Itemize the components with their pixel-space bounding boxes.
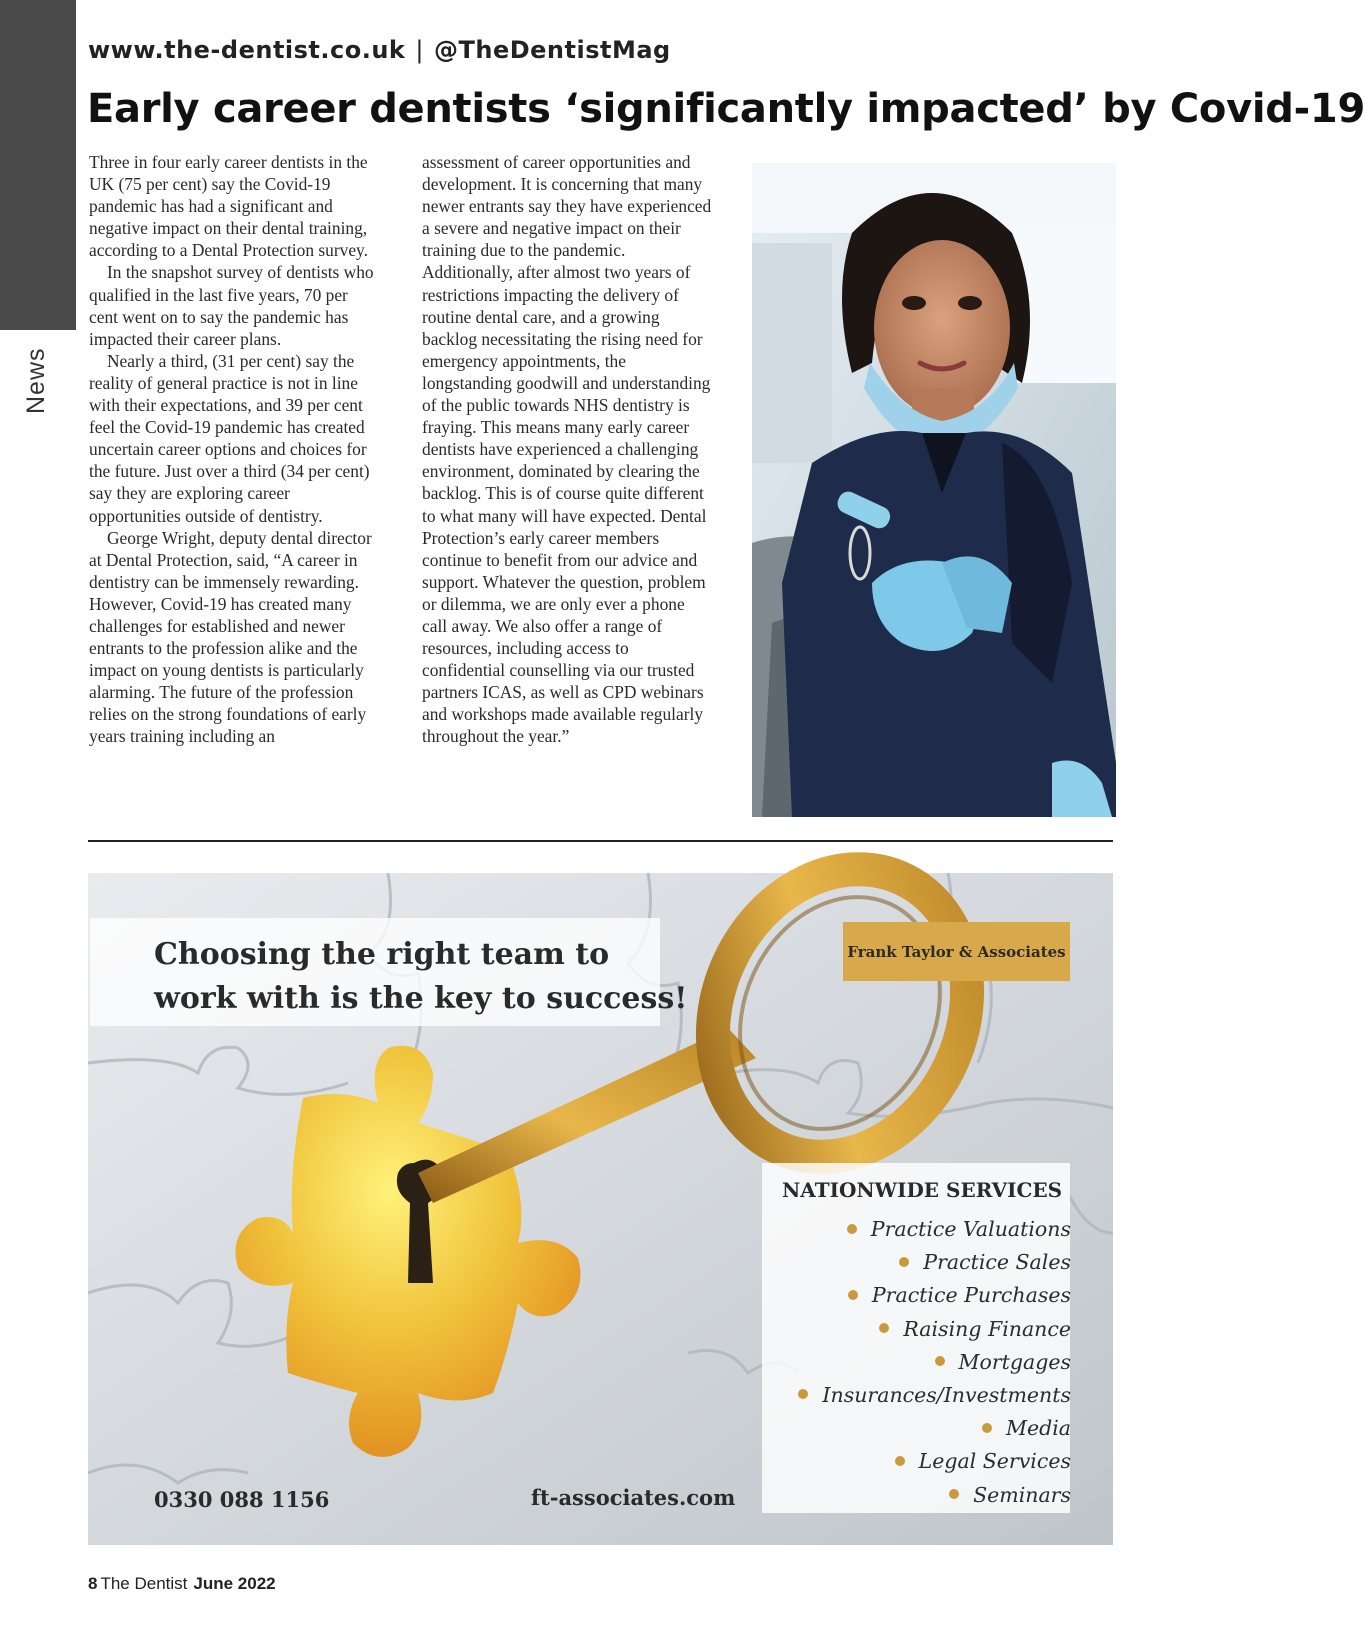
service-item: Seminars — [728, 1479, 1071, 1512]
ad-headline — [154, 933, 687, 1021]
paragraph: Three in four early career dentists in the UK (75 per cent) say the Covid-19 pandemic has had a significant and negative impact on their dental training, according to a Dental Protection survey. — [89, 152, 368, 261]
page-number: 8 — [88, 1574, 98, 1593]
ad-headline-line: Choosing the right team to — [154, 937, 610, 972]
ad-headline-line: work with is the key to success! — [154, 981, 688, 1016]
website-link[interactable]: www.the-dentist.co.uk — [88, 36, 406, 64]
service-item: Practice Valuations — [728, 1213, 1071, 1246]
paragraph: Nearly a third, (31 per cent) say the reality of general practice is not in line with their expectations, and 39 per cent feel the Covid-19 pandemic has created uncertain career options and choices for the future. Just over a third (34 per cent) say they are exploring career opportunities outside of dentistry. — [89, 350, 370, 526]
bullet-dot-icon — [982, 1423, 992, 1433]
paragraph: assessment of career opportunities and development. It is concerning that many newer entrants say they have experienced a severe and negative impact on their training due to the pandemic. Additionally, after almost two years of restrictions impacting the delivery of routine dental care, and a growing backlog necessitating the rising need for emergency appointments, the longstanding goodwill and understanding of the public towards NHS dentistry is fraying. This means many early career dentists have experienced a challenging environment, dominated by clearing the backlog. This is of course quite different to what many will have expected. Dental Protection’s early career members continue to benefit from our advice and support. Whatever the question, problem or dilemma, we are only ever a phone call away. We also offer a range of resources, including access to confidential counselling via our trusted partners ICAS, as well as CPD webinars and workshops made available regularly throughout the year.” — [422, 152, 712, 747]
article-headline: Early career dentists ‘significantly impacted’ by Covid-19 — [87, 86, 1365, 132]
bullet-dot-icon — [848, 1290, 858, 1300]
services-title: NATIONWIDE SERVICES — [782, 1178, 1063, 1202]
twitter-handle[interactable]: @TheDentistMag — [433, 36, 671, 64]
bullet-dot-icon — [895, 1456, 905, 1466]
service-item: Mortgages — [728, 1346, 1071, 1379]
bullet-dot-icon — [935, 1356, 945, 1366]
issue-date: June 2022 — [193, 1574, 276, 1593]
section-color-band — [0, 0, 76, 330]
bullet-dot-icon — [879, 1323, 889, 1333]
paragraph: In the snapshot survey of dentists who qualified in the last five years, 70 per cent went on to say the pandemic has impacted their career plans. — [89, 262, 374, 349]
bullet-dot-icon — [847, 1224, 857, 1234]
page-footer — [88, 1574, 276, 1594]
brand-badge: Frank Taylor & Associates — [843, 922, 1070, 981]
service-item: Practice Sales — [728, 1246, 1071, 1279]
bullet-dot-icon — [899, 1257, 909, 1267]
bullet-dot-icon — [949, 1489, 959, 1499]
masthead-line — [88, 36, 671, 64]
advertisement[interactable] — [88, 873, 1113, 1545]
service-item: Raising Finance — [728, 1313, 1071, 1346]
service-item: Insurances/Investments — [728, 1379, 1071, 1412]
article-column-2 — [422, 151, 712, 748]
services-list — [728, 1213, 1071, 1512]
paragraph: George Wright, deputy dental director at Dental Protection, said, “A career in dentistry can be immensely rewarding. However, Covid-19 has created many challenges for established and newer entrants to the profession alike and the impact on young dentists is particularly alarming. The future of the profession relies on the strong foundations of early years training including an — [89, 527, 372, 747]
service-item: Legal Services — [728, 1445, 1071, 1478]
ad-website-link[interactable]: ft-associates.com — [531, 1485, 736, 1510]
masthead-separator: | — [415, 36, 424, 64]
section-label: News — [22, 347, 50, 414]
bullet-dot-icon — [798, 1389, 808, 1399]
dentist-photo — [752, 163, 1116, 817]
magazine-name: The Dentist — [100, 1574, 188, 1593]
service-item: Media — [728, 1412, 1071, 1445]
service-item: Practice Purchases — [728, 1279, 1071, 1312]
section-divider — [88, 840, 1113, 842]
article-column-1 — [89, 151, 379, 748]
ad-phone-number[interactable]: 0330 088 1156 — [154, 1487, 330, 1512]
